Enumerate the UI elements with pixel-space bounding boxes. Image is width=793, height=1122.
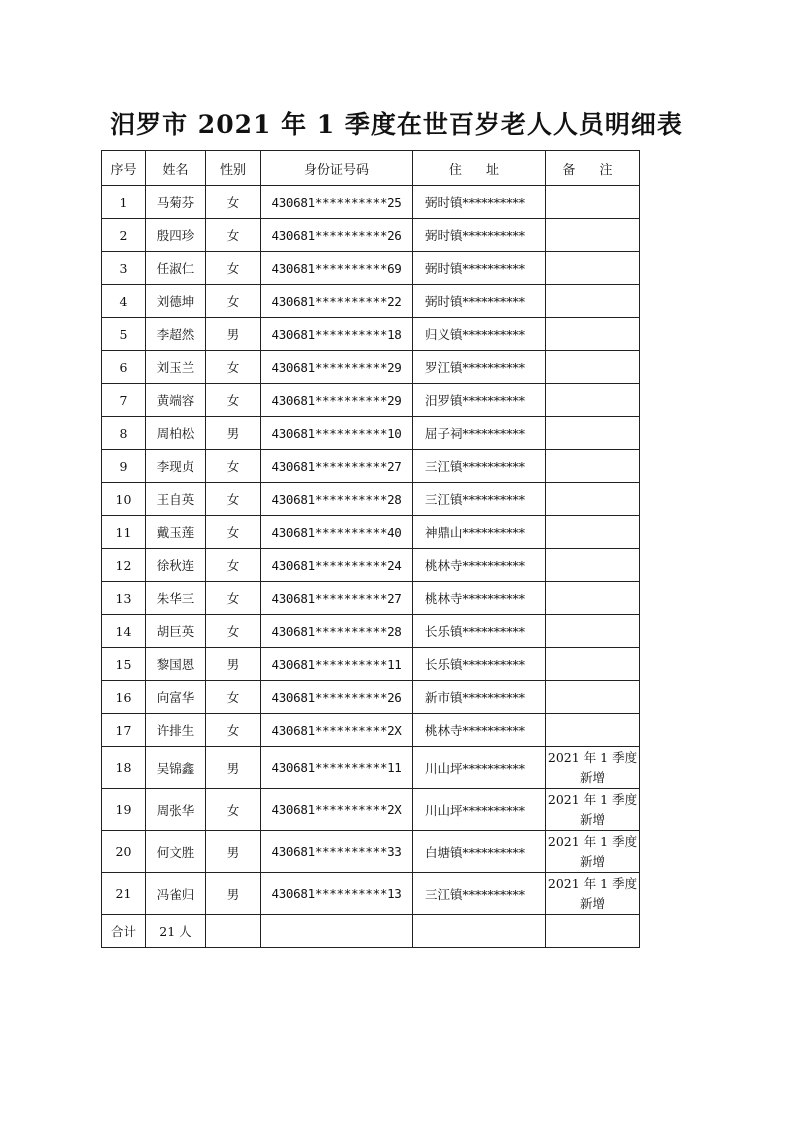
table-row <box>102 789 640 831</box>
gender-cell: 男 <box>206 873 261 915</box>
seq-cell: 10 <box>102 483 146 516</box>
address-cell: 长乐镇********** <box>413 615 546 648</box>
note-cell <box>546 648 640 681</box>
name-cell: 徐秋连 <box>146 549 206 582</box>
gender-cell: 女 <box>206 516 261 549</box>
total-label: 合计 <box>102 915 146 948</box>
header-gender: 性别 <box>206 151 261 186</box>
seq-cell: 12 <box>102 549 146 582</box>
gender-cell: 女 <box>206 351 261 384</box>
address-cell: 神鼎山********** <box>413 516 546 549</box>
seq-cell: 17 <box>102 714 146 747</box>
centenarian-table <box>101 150 640 948</box>
name-cell: 刘玉兰 <box>146 351 206 384</box>
address-cell: 弼时镇********** <box>413 252 546 285</box>
seq-cell: 7 <box>102 384 146 417</box>
note-cell <box>546 549 640 582</box>
address-cell: 桃林寺********** <box>413 714 546 747</box>
empty-cell <box>261 915 413 948</box>
note-line: 新增 <box>579 853 605 869</box>
name-cell: 马菊芬 <box>146 186 206 219</box>
seq-cell: 9 <box>102 450 146 483</box>
name-cell: 朱华三 <box>146 582 206 615</box>
seq-cell: 4 <box>102 285 146 318</box>
seq-cell: 15 <box>102 648 146 681</box>
note-line: 2021 年 1 季度 <box>547 875 638 891</box>
gender-cell: 女 <box>206 219 261 252</box>
id-cell: 430681**********27 <box>261 450 413 483</box>
gender-cell: 女 <box>206 615 261 648</box>
address-cell: 长乐镇********** <box>413 648 546 681</box>
id-cell: 430681**********10 <box>261 417 413 450</box>
note-cell <box>546 873 640 915</box>
seq-cell: 14 <box>102 615 146 648</box>
note-cell <box>546 714 640 747</box>
name-cell: 许排生 <box>146 714 206 747</box>
table-row <box>102 450 640 483</box>
gender-cell: 男 <box>206 831 261 873</box>
empty-cell <box>546 915 640 948</box>
id-cell: 430681**********29 <box>261 384 413 417</box>
name-cell: 黎国恩 <box>146 648 206 681</box>
id-cell: 430681**********27 <box>261 582 413 615</box>
note-cell <box>546 681 640 714</box>
seq-cell: 2 <box>102 219 146 252</box>
table-row <box>102 483 640 516</box>
seq-cell: 18 <box>102 747 146 789</box>
header-row <box>102 151 640 186</box>
note-line: 新增 <box>579 769 605 785</box>
address-cell: 汨罗镇********** <box>413 384 546 417</box>
name-cell: 李超然 <box>146 318 206 351</box>
name-cell: 黄端容 <box>146 384 206 417</box>
table-row <box>102 417 640 450</box>
id-cell: 430681**********26 <box>261 219 413 252</box>
gender-cell: 女 <box>206 252 261 285</box>
address-cell: 屈子祠********** <box>413 417 546 450</box>
note-line: 新增 <box>579 895 605 911</box>
gender-cell: 女 <box>206 714 261 747</box>
seq-cell: 5 <box>102 318 146 351</box>
name-cell: 冯雀归 <box>146 873 206 915</box>
table-row <box>102 186 640 219</box>
address-cell: 三江镇********** <box>413 873 546 915</box>
seq-cell: 3 <box>102 252 146 285</box>
header-id-number: 身份证号码 <box>261 151 413 186</box>
address-cell: 归义镇********** <box>413 318 546 351</box>
table-row <box>102 516 640 549</box>
name-cell: 胡巨英 <box>146 615 206 648</box>
id-cell: 430681**********25 <box>261 186 413 219</box>
address-cell: 桃林寺********** <box>413 582 546 615</box>
gender-cell: 女 <box>206 186 261 219</box>
note-cell <box>546 615 640 648</box>
address-cell: 桃林寺********** <box>413 549 546 582</box>
id-cell: 430681**********24 <box>261 549 413 582</box>
address-cell: 川山坪********** <box>413 747 546 789</box>
name-cell: 何文胜 <box>146 831 206 873</box>
id-cell: 430681**********28 <box>261 483 413 516</box>
name-cell: 李现贞 <box>146 450 206 483</box>
total-count: 21 人 <box>146 915 206 948</box>
note-cell <box>546 186 640 219</box>
table-row <box>102 549 640 582</box>
id-cell: 430681**********2X <box>261 789 413 831</box>
address-cell: 三江镇********** <box>413 483 546 516</box>
seq-cell: 21 <box>102 873 146 915</box>
total-row <box>102 915 640 948</box>
address-cell: 白塘镇********** <box>413 831 546 873</box>
id-cell: 430681**********11 <box>261 747 413 789</box>
note-cell <box>546 747 640 789</box>
empty-cell <box>413 915 546 948</box>
seq-cell: 8 <box>102 417 146 450</box>
note-cell <box>546 351 640 384</box>
seq-cell: 6 <box>102 351 146 384</box>
table-row <box>102 747 640 789</box>
header-note: 备 注 <box>546 151 640 186</box>
note-line: 2021 年 1 季度 <box>547 749 638 765</box>
note-cell <box>546 450 640 483</box>
note-cell <box>546 219 640 252</box>
note-cell <box>546 789 640 831</box>
gender-cell: 女 <box>206 384 261 417</box>
id-cell: 430681**********22 <box>261 285 413 318</box>
seq-cell: 20 <box>102 831 146 873</box>
table-row <box>102 351 640 384</box>
address-cell: 弼时镇********** <box>413 219 546 252</box>
note-cell <box>546 417 640 450</box>
gender-cell: 女 <box>206 582 261 615</box>
header-name: 姓名 <box>146 151 206 186</box>
note-cell <box>546 831 640 873</box>
note-line: 2021 年 1 季度 <box>547 833 638 849</box>
table-row <box>102 219 640 252</box>
name-cell: 吴锦鑫 <box>146 747 206 789</box>
id-cell: 430681**********11 <box>261 648 413 681</box>
note-cell <box>546 384 640 417</box>
id-cell: 430681**********28 <box>261 615 413 648</box>
gender-cell: 男 <box>206 318 261 351</box>
table-row <box>102 873 640 915</box>
id-cell: 430681**********33 <box>261 831 413 873</box>
address-cell: 新市镇********** <box>413 681 546 714</box>
table-row <box>102 615 640 648</box>
note-line: 2021 年 1 季度 <box>547 791 638 807</box>
note-cell <box>546 483 640 516</box>
id-cell: 430681**********40 <box>261 516 413 549</box>
name-cell: 王自英 <box>146 483 206 516</box>
header-address: 住 址 <box>413 151 546 186</box>
table-row <box>102 285 640 318</box>
name-cell: 任淑仁 <box>146 252 206 285</box>
id-cell: 430681**********69 <box>261 252 413 285</box>
address-cell: 弼时镇********** <box>413 285 546 318</box>
gender-cell: 男 <box>206 417 261 450</box>
name-cell: 戴玉莲 <box>146 516 206 549</box>
note-cell <box>546 516 640 549</box>
gender-cell: 男 <box>206 648 261 681</box>
name-cell: 向富华 <box>146 681 206 714</box>
empty-cell <box>206 915 261 948</box>
table-row <box>102 318 640 351</box>
name-cell: 殷四珍 <box>146 219 206 252</box>
gender-cell: 女 <box>206 681 261 714</box>
table-row <box>102 831 640 873</box>
id-cell: 430681**********13 <box>261 873 413 915</box>
table-row <box>102 681 640 714</box>
header-seq: 序号 <box>102 151 146 186</box>
gender-cell: 女 <box>206 285 261 318</box>
seq-cell: 16 <box>102 681 146 714</box>
name-cell: 周张华 <box>146 789 206 831</box>
id-cell: 430681**********26 <box>261 681 413 714</box>
document-title: 汨罗市 2021 年 1 季度在世百岁老人人员明细表 <box>110 110 683 139</box>
note-cell <box>546 582 640 615</box>
address-cell: 弼时镇********** <box>413 186 546 219</box>
table-row <box>102 252 640 285</box>
seq-cell: 11 <box>102 516 146 549</box>
id-cell: 430681**********29 <box>261 351 413 384</box>
seq-cell: 19 <box>102 789 146 831</box>
table-row <box>102 582 640 615</box>
note-line: 新增 <box>579 811 605 827</box>
table-row <box>102 714 640 747</box>
gender-cell: 女 <box>206 549 261 582</box>
id-cell: 430681**********2X <box>261 714 413 747</box>
seq-cell: 1 <box>102 186 146 219</box>
gender-cell: 男 <box>206 747 261 789</box>
id-cell: 430681**********18 <box>261 318 413 351</box>
name-cell: 刘德坤 <box>146 285 206 318</box>
name-cell: 周柏松 <box>146 417 206 450</box>
note-cell <box>546 318 640 351</box>
table-row <box>102 384 640 417</box>
gender-cell: 女 <box>206 789 261 831</box>
gender-cell: 女 <box>206 483 261 516</box>
gender-cell: 女 <box>206 450 261 483</box>
note-cell <box>546 252 640 285</box>
table-row <box>102 648 640 681</box>
address-cell: 川山坪********** <box>413 789 546 831</box>
address-cell: 罗江镇********** <box>413 351 546 384</box>
seq-cell: 13 <box>102 582 146 615</box>
note-cell <box>546 285 640 318</box>
address-cell: 三江镇********** <box>413 450 546 483</box>
